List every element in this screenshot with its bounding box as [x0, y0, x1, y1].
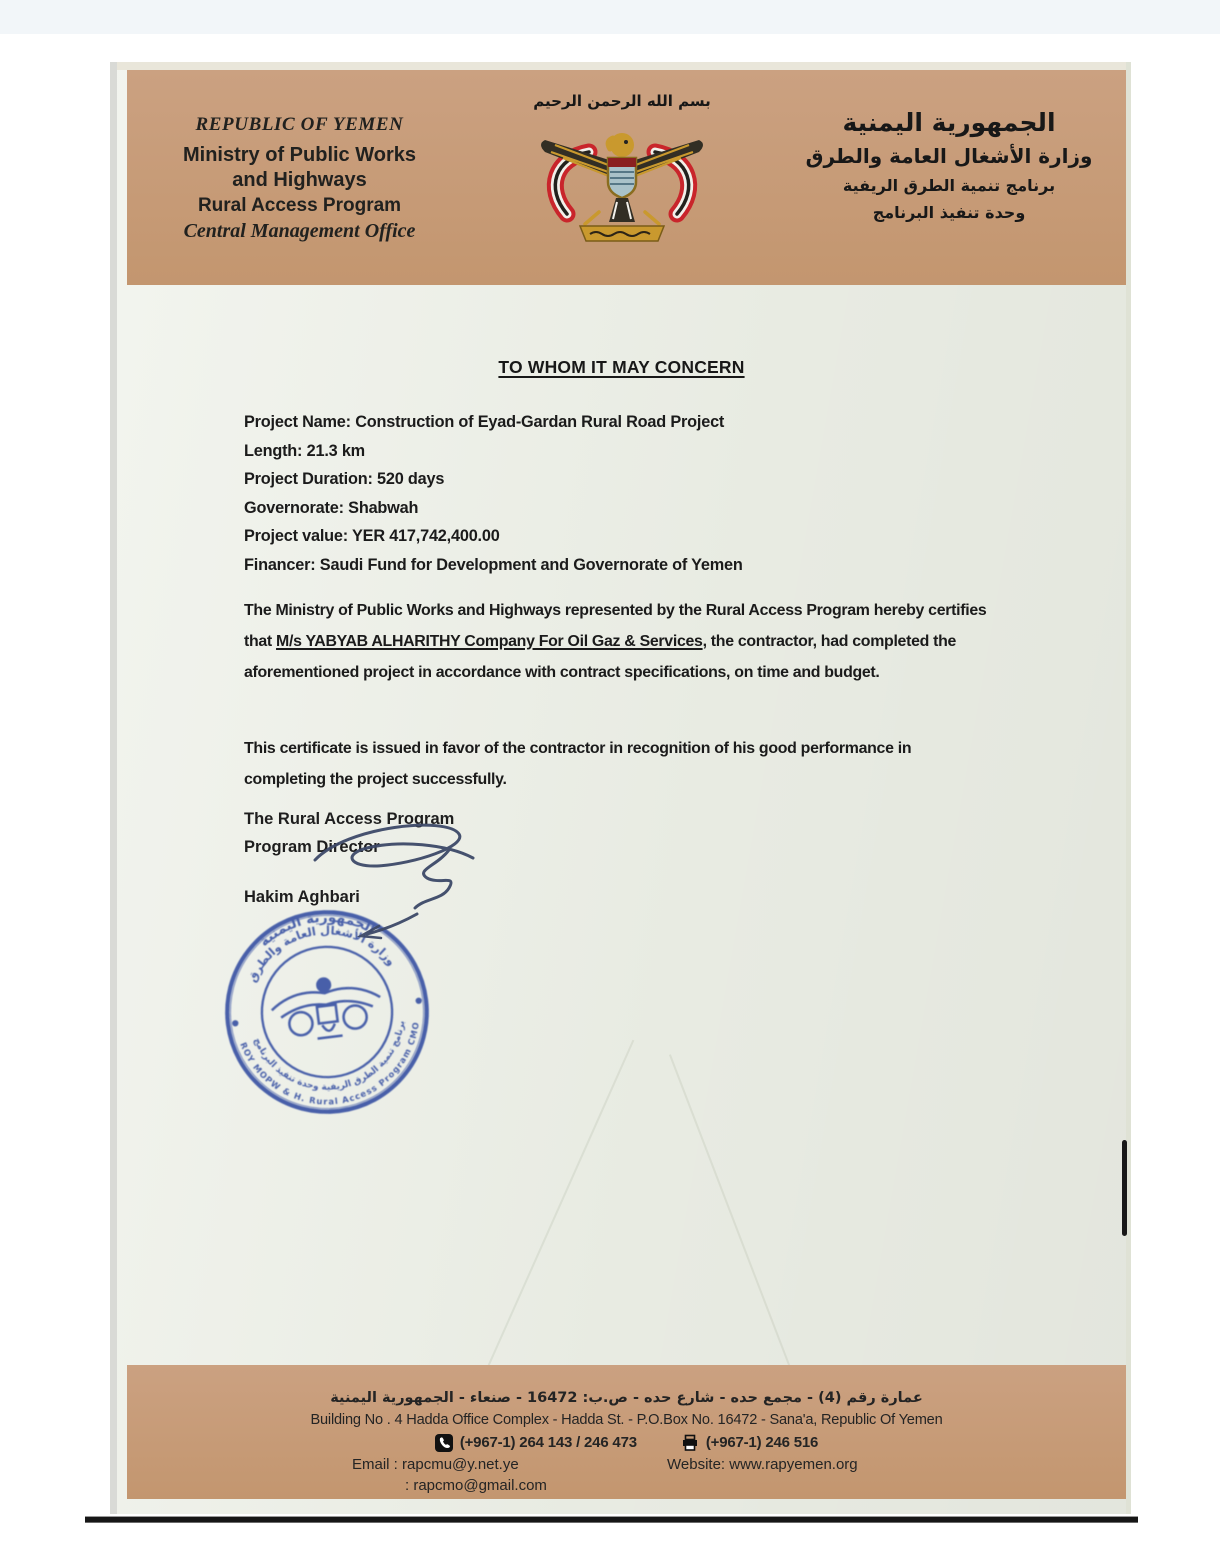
stamp-eagle-emblem [269, 972, 385, 1044]
phone-icon [435, 1434, 453, 1452]
footer-phone-row [127, 1432, 1126, 1454]
browser-top-strip [0, 0, 1220, 34]
body1-pre: The Ministry of Public Works and Highways represented by the Rural Access Program hereby certifies that [244, 602, 987, 650]
header-banner [127, 70, 1126, 285]
project-details-block [244, 408, 743, 579]
scan-binding-mark [1122, 1140, 1127, 1236]
letter-title: TO WHOM IT MAY CONCERN [498, 357, 745, 377]
yemen-coat-of-arms-icon [527, 114, 717, 254]
detail-value: Project value: YER 417,742,400.00 [244, 527, 500, 545]
footer-website [667, 1454, 858, 1476]
ministry-label-line1: Ministry of Public Works [183, 144, 416, 166]
fax-icon [681, 1434, 699, 1452]
footer-email [352, 1454, 519, 1476]
scanned-document-sheet [110, 62, 1131, 1514]
detail-financer: Financer: Saudi Fund for Development and Governorate of Yemen [244, 555, 743, 574]
footer-phone-number: (+967-1) 264 143 / 246 473 [459, 1434, 637, 1451]
handwritten-signature [297, 802, 537, 982]
email-label: Email : [352, 1456, 403, 1473]
stamp-arabic-bottom: برنامج تنمية الطرق الريفية وحدة تنفيذ البرنامج [251, 1020, 408, 1093]
central-management-office-label: Central Management Office [183, 220, 416, 242]
sheet-top-edge [117, 62, 1126, 70]
footer-fax-number: (+967-1) 246 516 [705, 1434, 819, 1451]
stamp-arabic-top-inner: وزارة الأشغال العامة والطرق [244, 923, 399, 985]
emblem-block [472, 70, 772, 285]
republic-of-yemen-arabic: الجمهورية اليمنية [842, 108, 1056, 137]
unit-arabic: وحدة تنفيذ البرنامج [872, 203, 1026, 222]
stamp-arabic-top-outer: الجمهورية اليمنية [256, 909, 378, 950]
website-url: www.rapyemen.org [729, 1456, 858, 1473]
detail-duration: Project Duration: 520 days [244, 470, 445, 488]
contractor-company-name: M/s YABYAB ALHARITHY Company For Oil Gaz & Services [276, 633, 703, 650]
republic-of-yemen-label: REPUBLIC OF YEMEN [195, 114, 404, 135]
stamp-latin-bottom: ROY MOPW & H. Rural Access Program CMO [238, 1020, 421, 1107]
signature-org-label: The Rural Access Program [244, 810, 455, 828]
program-arabic: برنامج تنمية الطرق الريفية [842, 176, 1056, 195]
scan-bottom-edge-line [85, 1516, 1138, 1523]
detail-governorate: Governorate: Shabwah [244, 498, 419, 517]
body-paragraph-2: This certificate is issued in favor of the contractor in recognition of his good performance in completing the project successfully. [244, 740, 912, 788]
body1-post: , the contractor, had completed the aforementioned project in accordance with contract specifications, on time and budget. [244, 633, 957, 681]
ministry-label-line2: and Highways [232, 169, 367, 191]
rural-access-program-label: Rural Access Program [197, 195, 402, 216]
footer-address-arabic: عمارة رقم (4) - مجمع حده - شارع حده - ص.ب: 16472 - صنعاء - الجمهورية اليمنية [330, 1390, 923, 1406]
email-address-2: : rapcmo@gmail.com [405, 1477, 547, 1494]
ministry-block-arabic [772, 70, 1126, 285]
ministry-block-english [127, 70, 472, 285]
footer-contact-row [127, 1454, 1126, 1476]
email-address-1: rapcmu@y.net.ye [402, 1456, 519, 1473]
ministry-arabic: وزارة الأشغال العامة والطرق [805, 144, 1093, 168]
paper-crease [669, 1054, 807, 1409]
website-label: Website: [667, 1456, 730, 1473]
signature-role-label: Program Director [244, 838, 380, 856]
body-paragraph-1 [244, 595, 992, 688]
detail-length: Length: 21.3 km [244, 441, 365, 460]
footer-banner [127, 1365, 1126, 1499]
bismillah-calligraphy: بسم الله الرحمن الرحيم [533, 92, 711, 110]
footer-address-english: Building No . 4 Hadda Office Complex - Hadda St. - P.O.Box No. 16472 - Sana'a, Republic Of Yemen [310, 1412, 943, 1428]
signatory-name: Hakim Aghbari [244, 888, 360, 906]
detail-project-name: Project Name: Construction of Eyad-Gardan Rural Road Project [244, 413, 725, 431]
